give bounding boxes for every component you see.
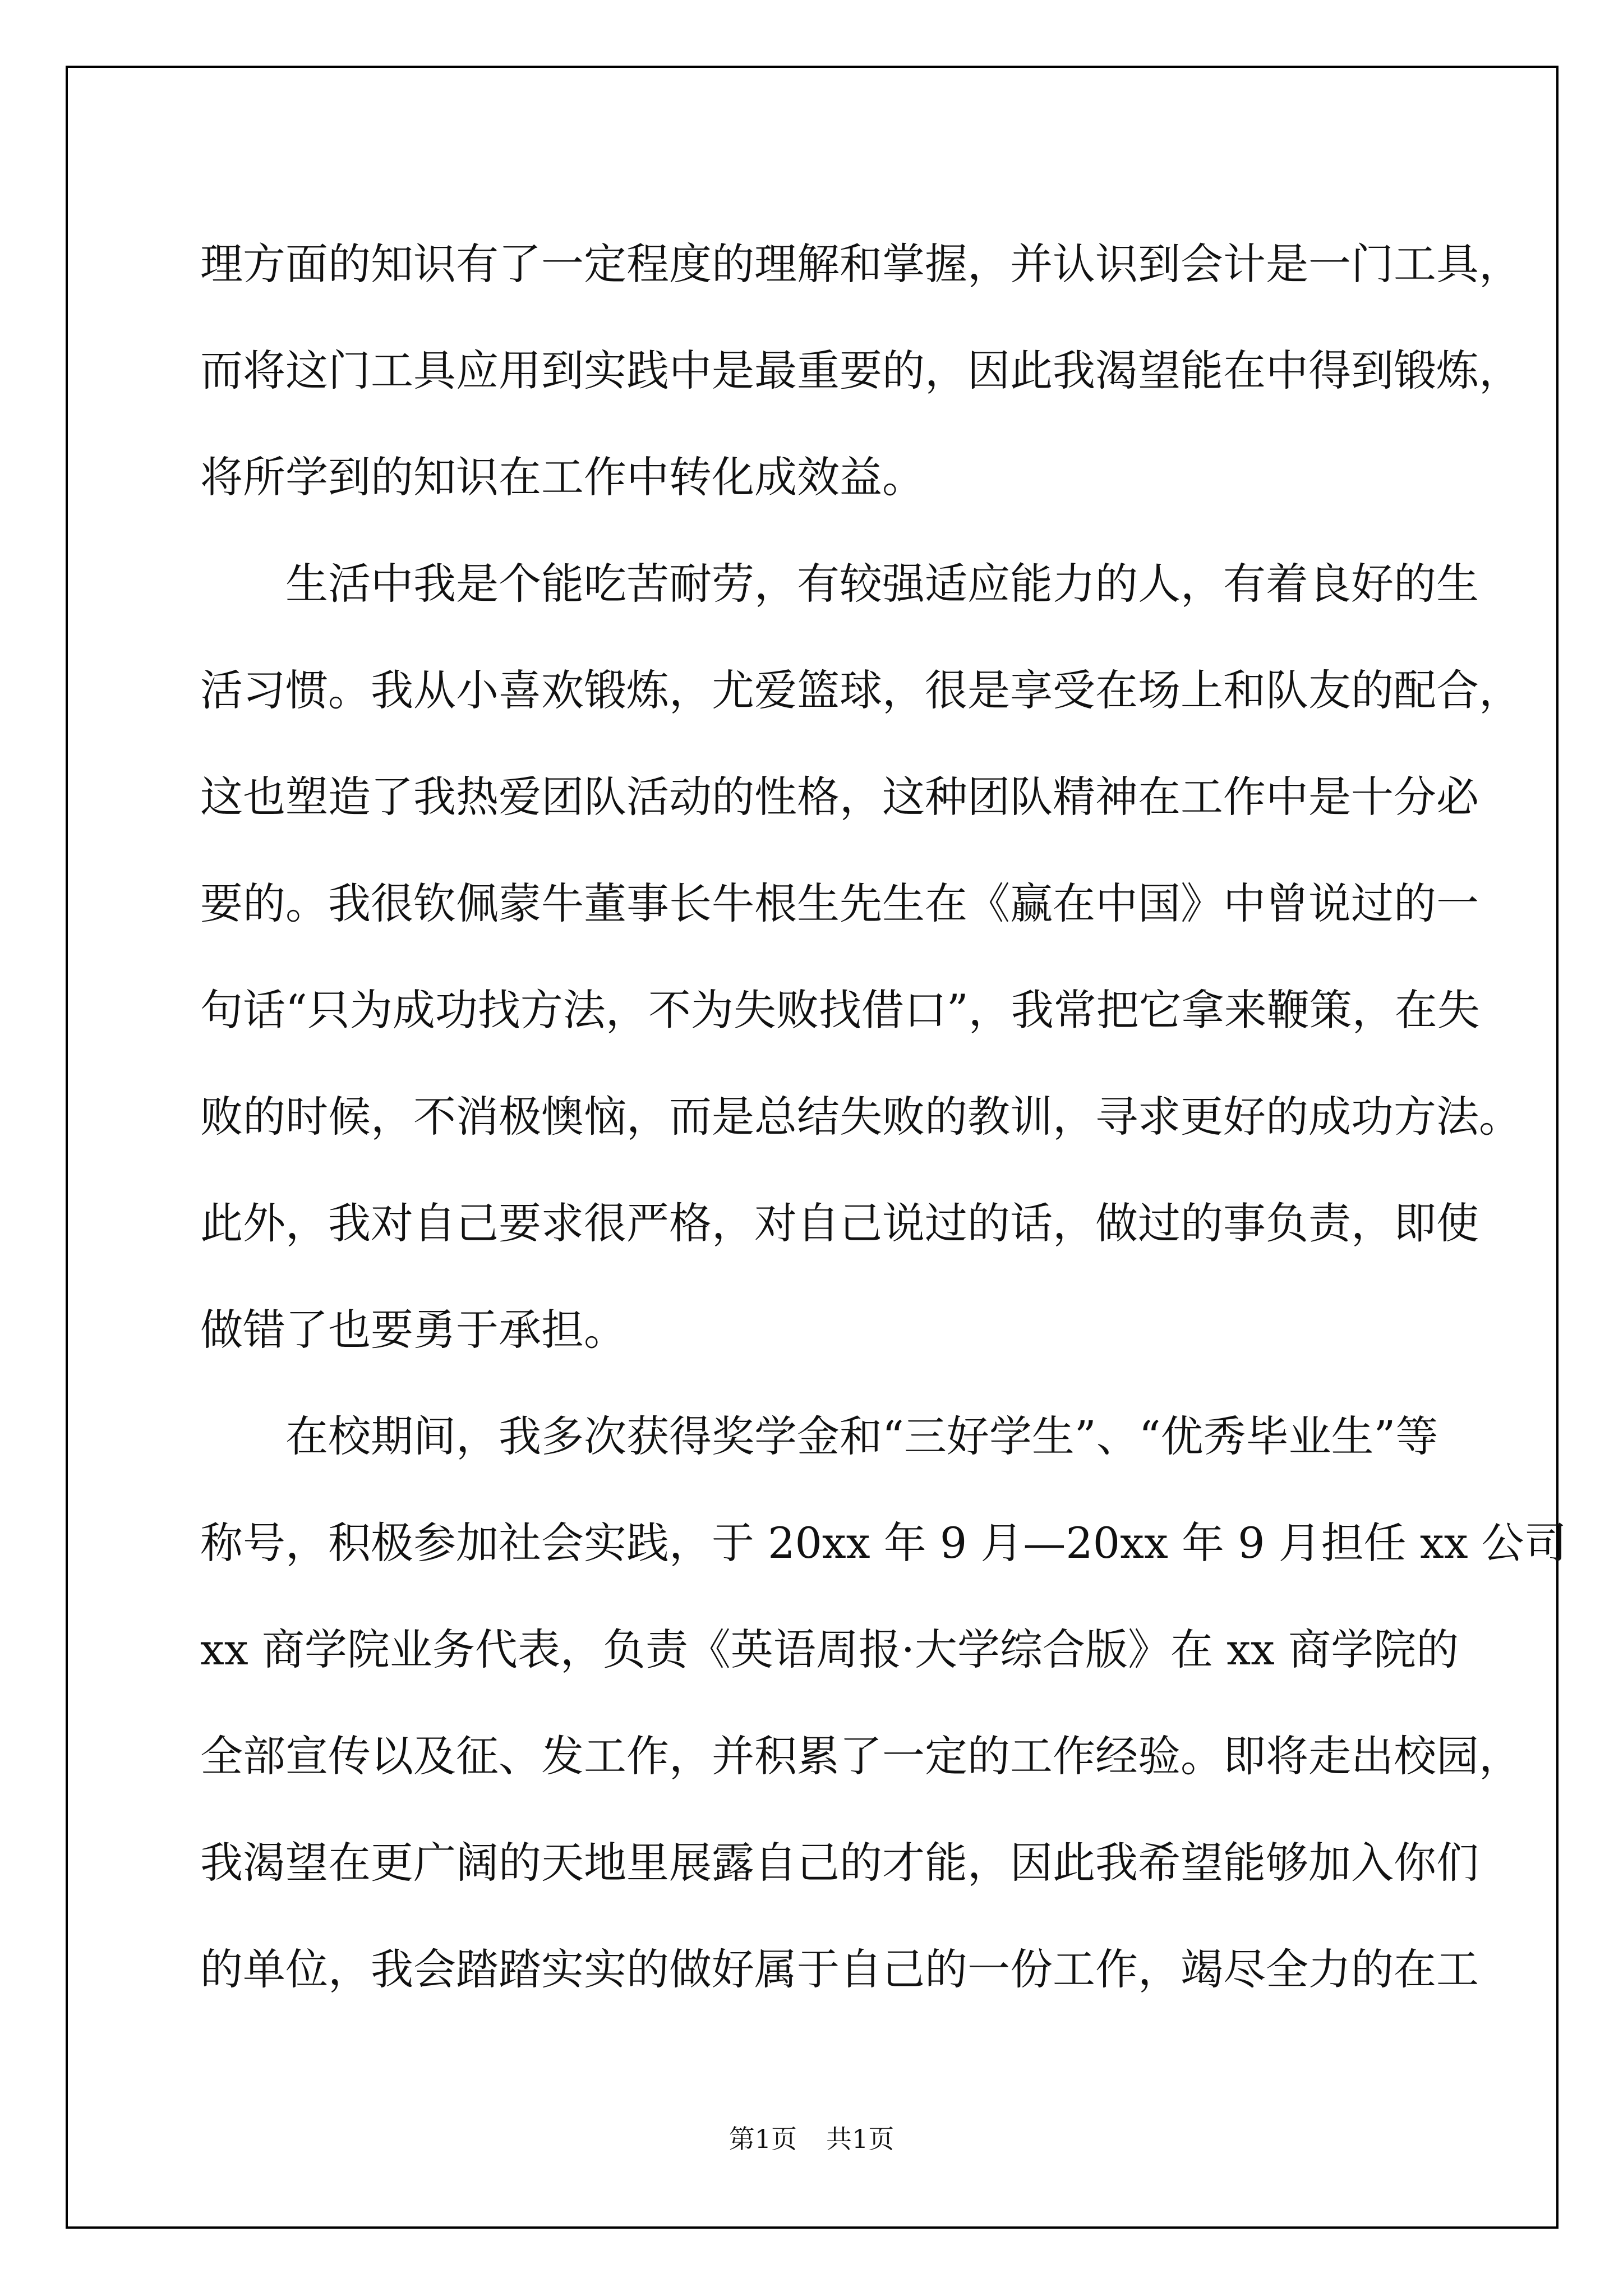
text-line: xx 商学院业务代表，负责《英语周报·大学综合版》在 xx 商学院的 [200,1625,1459,1674]
text-line: 我渴望在更广阔的天地里展露自己的才能，因此我希望能够加入你们 [200,1838,1479,1888]
text-line: 将所学到的知识在工作中转化成效益。 [200,452,925,502]
page-total: 共1页 [826,2124,895,2154]
text-line: 活习惯。我从小喜欢锻炼，尤爱篮球，很是享受在场上和队友的配合， [200,665,1521,715]
text-line: 这也塑造了我热爱团队活动的性格，这种团队精神在工作中是十分必 [200,772,1479,822]
text-line: 理方面的知识有了一定程度的理解和掌握，并认识到会计是一门工具， [200,239,1521,289]
text-line: 要的。我很钦佩蒙牛董事长牛根生先生在《赢在中国》中曾说过的一 [200,878,1479,928]
text-line: 的单位，我会踏踏实实的做好属于自己的一份工作，竭尽全力的在工 [200,1944,1479,1994]
text-line: 生活中我是个能吃苦耐劳，有较强适应能力的人，有着良好的生 [200,559,1479,609]
text-line: 而将这门工具应用到实践中是最重要的，因此我渴望能在中得到锻炼， [200,346,1521,395]
text-line: 称号，积极参加社会实践，于 20xx 年 9 月—20xx 年 9 月担任 xx 公司 [200,1518,1567,1568]
text-line: 句话“只为成功找方法，不为失败找借口”，我常把它拿来鞭策，在失 [200,985,1480,1035]
page-footer [0,2121,1623,2157]
text-line: 在校期间，我多次获得奖学金和“三好学生”、“优秀毕业生”等 [200,1411,1438,1461]
body-text [200,211,1567,2023]
page-number: 第1页 [728,2124,797,2154]
text-line: 全部宣传以及征、发工作，并积累了一定的工作经验。即将走出校园， [200,1731,1521,1781]
text-line: 做错了也要勇于承担。 [200,1305,626,1355]
text-line: 此外，我对自己要求很严格，对自己说过的话，做过的事负责，即使 [200,1198,1479,1248]
text-line: 败的时候，不消极懊恼，而是总结失败的教训，寻求更好的成功方法。 [200,1092,1521,1142]
